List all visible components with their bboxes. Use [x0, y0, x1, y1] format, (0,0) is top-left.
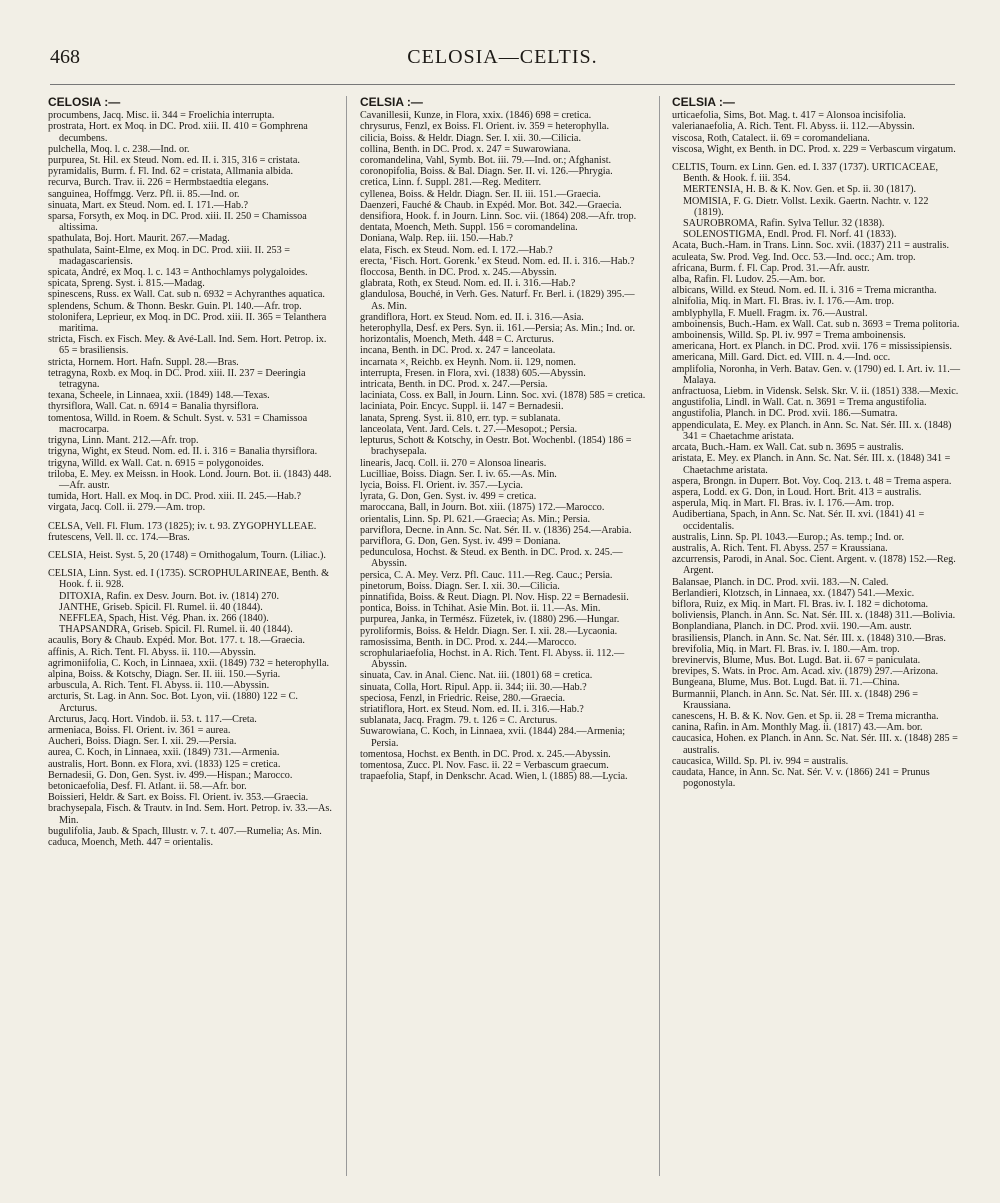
index-entry: lycia, Boiss. Fl. Orient. iv. 357.—Lycia.: [360, 479, 523, 491]
index-entry: parviflora, G. Don, Gen. Syst. iv. 499 = Doniana.: [360, 535, 561, 547]
page-number: 468: [50, 46, 80, 68]
entry-list: [48, 110, 336, 848]
index-entry: pinnatifida, Boiss. & Reut. Diagn. Pl. Nov. Hisp. 22 = Bernadesii.: [360, 591, 629, 603]
index-entry: NEFFLEA, Spach, Hist. Vég. Phan. ix. 266 (1840).: [59, 612, 269, 624]
index-entry: glandulosa, Bouché, in Verh. Ges. Naturf. Fr. Berl. i. (1829) 395.—As. Min.: [360, 289, 635, 312]
index-entry: persica, C. A. Mey. Verz. Pfl. Cauc. 111.—Reg. Cauc.; Persia.: [360, 569, 613, 581]
index-entry: orientalis, Linn. Sp. Pl. 621.—Graecia; As. Min.; Persia.: [360, 513, 591, 525]
index-entry: alba, Rafin. Fl. Ludov. 25.—Am. bor.: [672, 274, 826, 286]
index-entry: densifiora, Hook. f. in Journ. Linn. Soc. vii. (1864) 208.—Afr. trop.: [360, 211, 637, 223]
index-entry: valerianaefolia, A. Rich. Tent. Fl. Abyss. ii. 112.—Abyssin.: [672, 121, 915, 133]
index-entry: CELSIA, Linn. Syst. ed. I (1735). SCROPHULARINEAE, Benth. & Hook. f. ii. 928.: [48, 568, 330, 591]
index-entry: bugulifolia, Jaub. & Spach, Illustr. v. 7. t. 407.—Rumelia; As. Min.: [48, 825, 322, 837]
index-entry: caucasica, Hohen. ex Planch. in Ann. Sc. Nat. Sér. III. x. (1848) 285 = australis.: [672, 733, 958, 756]
index-entry: thyrsiflora, Wall. Cat. n. 6914 = Banalia thyrsiflora.: [48, 401, 259, 413]
index-entry: americana, Mill. Gard. Dict. ed. VIII. n. 4.—Ind. occ.: [672, 352, 891, 364]
index-entry: interrupta, Fresen. in Flora, xvi. (1838) 605.—Abyssin.: [360, 367, 586, 379]
running-title: CELOSIA—CELTIS.: [407, 46, 598, 68]
index-entry: brevifolia, Miq. in Mart. Fl. Bras. iv. I. 180.—Am. trop.: [672, 643, 900, 655]
index-entry: armeniaca, Boiss. Fl. Orient. iv. 361 = aurea.: [48, 724, 231, 736]
index-entry: amboinensis, Willd. Sp. Pl. iv. 997 = Trema amboinensis.: [672, 330, 906, 342]
index-entry: ramosissima, Benth. in DC. Prod. x. 244.—Marocco.: [360, 636, 577, 648]
index-entry: appendiculata, E. Mey. ex Planch. in Ann. Sc. Nat. Sér. III. x. (1848) 341 = Chaetachme aristata.: [672, 419, 952, 442]
index-entry: Cavanillesii, Kunze, in Flora, xxix. (1846) 698 = cretica.: [360, 110, 592, 122]
index-entry: Arcturus, Jacq. Hort. Vindob. ii. 53. t. 117.—Creta.: [48, 713, 257, 725]
index-entry: Aucheri, Boiss. Diagn. Ser. I. xii. 29.—Persia.: [48, 736, 237, 748]
index-entry: spicata, André, ex Moq. l. c. 143 = Anthochlamys polygaloides.: [48, 267, 308, 279]
header-rule: [50, 84, 955, 85]
index-entry: sanguinea, Hoffmgg. Verz. Pfl. ii. 85.—Ind. or.: [48, 188, 240, 200]
index-entry: stricta, Fisch. ex Fisch. Mey. & Avé-Lall. Ind. Sem. Hort. Petrop. ix. 65 = brasiliensis.: [48, 334, 327, 357]
index-entry: chrysurus, Fenzl, ex Boiss. Fl. Orient. iv. 359 = heterophylla.: [360, 121, 609, 133]
column-heading: CELOSIA :—: [48, 95, 121, 109]
index-entry: albicans, Willd. ex Steud. Nom. ed. II. i. 316 = Trema micrantha.: [672, 285, 937, 297]
index-entry: sinuata, Mart. ex Steud. Nom. ed. I. 171.—Hab.?: [48, 199, 249, 211]
index-entry: THAPSANDRA, Griseb. Spicil. Fl. Rumel. ii. 40 (1844).: [59, 624, 293, 636]
index-entry: frutescens, Vell. ll. cc. 174.—Bras.: [48, 531, 190, 543]
index-entry: floccosa, Benth. in DC. Prod. x. 245.—Abyssin.: [360, 267, 557, 279]
index-entry: pyroliformis, Boiss. & Heldr. Diagn. Ser. I. xii. 28.—Lycaonia.: [360, 625, 618, 637]
index-entry: americana, Hort. ex Planch. in DC. Prod. xvii. 176 = mississipiensis.: [672, 341, 952, 353]
index-entry: Doniana, Walp. Rep. iii. 150.—Hab.?: [360, 233, 513, 245]
index-entry: spinescens, Russ. ex Wall. Cat. sub n. 6932 = Achyranthes aquatica.: [48, 289, 325, 301]
index-entry: CELTIS, Tourn. ex Linn. Gen. ed. I. 337 (1737). URTICACEAE, Benth. & Hook. f. iii. 354.: [672, 162, 939, 185]
index-entry: MOMISIA, F. G. Dietr. Vollst. Lexik. Gaertn. Nachtr. v. 122 (1819).: [683, 195, 929, 218]
index-entry: tomentosa, Hochst. ex Benth. in DC. Prod. x. 245.—Abyssin.: [360, 748, 611, 760]
index-entry: incarnata ×, Reichb. ex Heynh. Nom. ii. 129, nomen.: [360, 356, 576, 368]
index-entry: CELSIA, Heist. Syst. 5, 20 (1748) = Ornithogalum, Tourn. (Liliac.).: [48, 549, 326, 561]
index-entry: arcturis, St. Lag. in Ann. Soc. Bot. Lyon, vii. (1880) 122 = C. Arcturus.: [48, 691, 298, 714]
index-entry: affinis, A. Rich. Tent. Fl. Abyss. ii. 110.—Abyssin.: [48, 646, 256, 658]
column-1: [48, 96, 336, 848]
index-entry: spathulata, Saint-Elme, ex Moq. in DC. Prod. xiii. II. 253 = madagascariensis.: [48, 244, 291, 267]
index-entry: cretica, Linn. f. Suppl. 281.—Reg. Mediterr.: [360, 177, 542, 189]
index-entry: sublanata, Jacq. Fragm. 79. t. 126 = C. Arcturus.: [360, 715, 558, 727]
index-entry: parviflora, Decne. in Ann. Sc. Nat. Sér. II. v. (1836) 254.—Arabia.: [360, 524, 632, 536]
index-entry: biflora, Ruiz, ex Miq. in Mart. Fl. Bras. iv. I. 182 = dichotoma.: [672, 598, 929, 610]
index-entry: caucasica, Willd. Sp. Pl. iv. 994 = australis.: [672, 755, 849, 767]
index-entry: aculeata, Sw. Prod. Veg. Ind. Occ. 53.—Ind. occ.; Am. trop.: [672, 251, 916, 263]
index-entry: scrophulariaefolia, Hochst. in A. Rich. Tent. Fl. Abyss. ii. 112.—Abyssin.: [360, 647, 625, 671]
index-entry: grandiflora, Hort. ex Steud. Nom. ed. II. i. 316.—Asia.: [360, 311, 584, 323]
entry-list: [672, 110, 960, 789]
index-entry: lyrata, G. Don, Gen. Syst. iv. 499 = cretica.: [360, 491, 537, 503]
index-entry: Bungeana, Blume, Mus. Bot. Lugd. Bat. ii. 71.—China.: [672, 677, 900, 689]
index-entry: arbuscula, A. Rich. Tent. Fl. Abyss. ii. 110.—Abyssin.: [48, 680, 270, 692]
index-entry: pyramidalis, Burm. f. Fl. Ind. 62 = cristata, Allmania albida.: [48, 166, 294, 178]
index-entry: maroccana, Ball, in Journ. Bot. xiii. (1875) 172.—Marocco.: [360, 502, 605, 514]
index-entry: viscosa, Wight, ex Benth. in DC. Prod. x. 229 = Verbascum virgatum.: [672, 143, 956, 155]
index-entry: boliviensis, Planch. in Ann. Sc. Nat. Sér. III. x. (1848) 311.—Bolivia.: [672, 610, 956, 622]
index-entry: betonicaefolia, Desf. Fl. Atlant. ii. 58.—Afr. bor.: [48, 780, 247, 792]
index-entry: heterophylla, Desf. ex Pers. Syn. ii. 161.—Persia; As. Min.; Ind. or.: [360, 323, 636, 335]
index-entry: Bernadesii, G. Don, Gen. Syst. iv. 499.—Hispan.; Marocco.: [48, 769, 293, 781]
index-entry: SOLENOSTIGMA, Endl. Prod. Fl. Norf. 41 (1833).: [683, 229, 897, 241]
index-entry: aristata, E. Mey. ex Planch. in Ann. Sc. Nat. Sér. III. x. (1848) 341 = Chaetachme aristata.: [672, 453, 951, 476]
index-entry: Suwarowiana, C. Koch, in Linnaea, xvii. (1844) 284.—Armenia; Persia.: [360, 726, 626, 749]
index-entry: asperula, Miq. in Mart. Fl. Bras. iv. I. 176.—Am. trop.: [672, 498, 895, 510]
index-entry: splendens, Schum. & Thonn. Beskr. Guin. Pl. 140.—Afr. trop.: [48, 300, 302, 312]
index-entry: amblyphylla, F. Muell. Fragm. ix. 76.—Austral.: [672, 307, 868, 319]
index-entry: stricta, Hornem. Hort. Hafn. Suppl. 28.—Bras.: [48, 356, 239, 368]
index-entry: trapaefolia, Stapf, in Denkschr. Acad. Wien, l. (1885) 88.—Lycia.: [360, 771, 628, 783]
index-entry: canina, Rafin. in Am. Monthly Mag. ii. (1817) 43.—Am. bor.: [672, 722, 923, 734]
index-entry: sparsa, Forsyth, ex Moq. in DC. Prod. xiii. II. 250 = Chamissoa altissima.: [48, 211, 307, 234]
index-entry: prostrata, Hort. ex Moq. in DC. Prod. xiii. II. 410 = Gomphrena decumbens.: [48, 121, 308, 144]
index-entry: tomentosa, Zucc. Pl. Nov. Fasc. ii. 22 = Verbascum graecum.: [360, 759, 609, 771]
index-entry: coronopifolia, Boiss. & Bal. Diagn. Ser. II. vi. 126.—Phrygia.: [360, 166, 613, 178]
index-entry: Acata, Buch.-Ham. in Trans. Linn. Soc. xvii. (1837) 211 = australis.: [672, 240, 950, 252]
index-entry: Burmannii, Planch. in Ann. Sc. Nat. Sér. III. x. (1848) 296 = Kraussiana.: [672, 688, 918, 711]
index-entry: brasiliensis, Planch. in Ann. Sc. Nat. Sér. III. x. (1848) 310.—Bras.: [672, 632, 946, 644]
index-entry: elata, Fisch. ex Steud. Nom. ed. I. 172.—Hab.?: [360, 244, 553, 256]
index-entry: cilicia, Boiss. & Heldr. Diagn. Ser. I. xii. 30.—Cilicia.: [360, 132, 581, 144]
index-entry: brevipes, S. Wats. in Proc. Am. Acad. xiv. (1879) 297.—Arizona.: [672, 666, 938, 678]
index-entry: agrimoniifolia, C. Koch, in Linnaea, xxii. (1849) 732 = heterophylla.: [48, 657, 330, 669]
index-entry: DITOXIA, Rafin. ex Desv. Journ. Bot. iv. (1814) 270.: [59, 590, 280, 602]
index-entry: laciniata, Coss. ex Ball, in Journ. Linn. Soc. xvi. (1878) 585 = cretica.: [360, 390, 646, 402]
index-entry: intricata, Benth. in DC. Prod. x. 247.—Persia.: [360, 379, 548, 391]
index-entry: caduca, Moench, Meth. 447 = orientalis.: [48, 837, 214, 848]
index-entry: pulchella, Moq. l. c. 238.—Ind. or.: [48, 143, 190, 155]
index-entry: amboinensis, Buch.-Ham. ex Wall. Cat. sub n. 3693 = Trema politoria.: [672, 318, 960, 330]
index-entry: texana, Scheele, in Linnaea, xxii. (1849) 148.—Texas.: [48, 390, 270, 402]
index-entry: canescens, H. B. & K. Nov. Gen. et Sp. ii. 28 = Trema micrantha.: [672, 710, 939, 722]
column-divider: [659, 96, 660, 1176]
index-entry: aspera, Brongn. in Duperr. Bot. Voy. Coq. 213. t. 48 = Trema aspera.: [672, 475, 952, 487]
index-entry: urticaefolia, Sims, Bot. Mag. t. 417 = Alonsoa incisifolia.: [672, 110, 906, 122]
index-entry: trigyna, Wight, ex Steud. Nom. ed. II. i. 316 = Banalia thyrsiflora.: [48, 446, 318, 458]
index-entry: azcurrensis, Parodi, in Anal. Soc. Cient. Argent. v. (1878) 152.—Reg. Argent.: [672, 554, 956, 577]
index-entry: Lucilliae, Boiss. Diagn. Ser. I. iv. 65.—As. Min.: [360, 468, 557, 480]
index-entry: trigyna, Linn. Mant. 212.—Afr. trop.: [48, 435, 199, 447]
index-entry: Audibertiana, Spach, in Ann. Sc. Nat. Sér. II. xvi. (1841) 41 = occidentalis.: [672, 509, 925, 532]
index-entry: SAUROBROMA, Rafin. Sylva Tellur. 32 (1838).: [683, 218, 885, 230]
index-entry: alpina, Boiss. & Kotschy, Diagn. Ser. II. iii. 150.—Syria.: [48, 668, 281, 680]
index-entry: Daenzeri, Fauché & Chaub. in Expéd. Mor. Bot. 342.—Graecia.: [360, 199, 622, 211]
index-entry: viscosa, Roth, Catalect. ii. 69 = coromandeliana.: [672, 132, 870, 144]
index-entry: australis, Hort. Bonn. ex Flora, xvi. (1833) 125 = cretica.: [48, 758, 281, 770]
index-entry: Balansae, Planch. in DC. Prod. xvii. 183.—N. Caled.: [672, 576, 889, 588]
index-entry: stolonifera, Leprieur, ex Moq. in DC. Prod. xiii. II. 365 = Telanthera maritima.: [48, 311, 327, 335]
index-entry: brachysepala, Fisch. & Trautv. in Ind. Sem. Hort. Petrop. iv. 33.—As. Min.: [48, 803, 332, 826]
column-divider: [346, 96, 347, 1176]
index-entry: pontica, Boiss. in Tchihat. Asie Min. Bot. ii. 11.—As. Min.: [360, 603, 601, 615]
index-entry: tetragyna, Roxb. ex Moq. in DC. Prod. xiii. II. 237 = Deeringia tetragyna.: [48, 367, 306, 391]
index-entry: spathulata, Boj. Hort. Maurit. 267.—Madag.: [48, 233, 230, 245]
index-entry: recurva, Burch. Trav. ii. 226 = Hermbstaedtia elegans.: [48, 177, 269, 189]
index-entry: aurea, C. Koch, in Linnaea, xxii. (1849) 731.—Armenia.: [48, 747, 280, 759]
index-entry: lanceolata, Vent. Jard. Cels. t. 27.—Mesopot.; Persia.: [360, 423, 578, 435]
page-header: [50, 46, 955, 72]
index-entry: incana, Benth. in DC. Prod. x. 247 = lanceolata.: [360, 345, 556, 357]
index-entry: africana, Burm. f. Fl. Cap. Prod. 31.—Afr. austr.: [672, 262, 870, 274]
index-entry: australis, Linn. Sp. Pl. 1043.—Europ.; As. temp.; Ind. or.: [672, 531, 905, 543]
index-entry: triloba, E. Mey. ex Meissn. in Hook. Lond. Journ. Bot. ii. (1843) 448.—Afr. austr.: [48, 468, 332, 491]
index-entry: tumida, Hort. Hall. ex Moq. in DC. Prod. xiii. II. 245.—Hab.?: [48, 491, 301, 503]
index-entry: pinetorum, Boiss. Diagn. Ser. I. xii. 30.—Cilicia.: [360, 580, 560, 592]
index-entry: dentata, Moench, Meth. Suppl. 156 = coromandelina.: [360, 222, 578, 234]
index-entry: angustifolia, Planch. in DC. Prod. xvii. 186.—Sumatra.: [672, 408, 898, 420]
column-heading: CELSIA :—: [360, 95, 423, 109]
index-entry: amplifolia, Noronha, in Verh. Batav. Gen. v. (1790) ed. I. Art. iv. 11.—Malaya.: [672, 363, 961, 386]
index-entry: erecta, ‘Fisch. Hort. Gorenk.’ ex Steud. Nom. ed. II. i. 316.—Hab.?: [360, 255, 635, 267]
index-entry: lanata, Spreng. Syst. ii. 810, err. typ. = sublanata.: [360, 412, 561, 424]
index-entry: Boissieri, Heldr. & Sart. ex Boiss. Fl. Orient. iv. 353.—Graecia.: [48, 792, 309, 804]
index-entry: striatiflora, Hort. ex Steud. Nom. ed. II. i. 316.—Hab.?: [360, 703, 584, 715]
index-entry: laciniata, Poir. Encyc. Suppl. ii. 147 = Bernadesii.: [360, 401, 564, 413]
index-entry: virgata, Jacq. Coll. ii. 279.—Am. trop.: [48, 502, 206, 514]
column-3: [672, 96, 960, 789]
index-entry: trigyna, Willd. ex Wall. Cat. n. 6915 = polygonoides.: [48, 457, 264, 469]
index-entry: JANTHE, Griseb. Spicil. Fl. Rumel. ii. 40 (1844).: [59, 601, 263, 613]
index-entry: sinuata, Colla, Hort. Ripul. App. ii. 344; iii. 30.—Hab.?: [360, 681, 587, 693]
index-entry: brevinervis, Blume, Mus. Bot. Lugd. Bat. ii. 67 = paniculata.: [672, 654, 921, 666]
index-entry: coromandelina, Vahl, Symb. Bot. iii. 79.—Ind. or.; Afghanist.: [360, 155, 612, 167]
index-entry: Bonplandiana, Planch. in DC. Prod. xvii. 190.—Am. austr.: [672, 621, 912, 633]
index-entry: pedunculosa, Hochst. & Steud. ex Benth. in DC. Prod. x. 245.—Abyssin.: [360, 547, 623, 570]
index-entry: glabrata, Roth, ex Steud. Nom. ed. II. i. 316.—Hab.?: [360, 278, 576, 290]
index-entry: cyllenea, Boiss. & Heldr. Diagn. Ser. II. iii. 151.—Graecia.: [360, 188, 601, 200]
index-entry: caudata, Hance, in Ann. Sc. Nat. Sér. V. v. (1866) 241 = Prunus pogonostyla.: [672, 766, 930, 790]
index-entry: procumbens, Jacq. Misc. ii. 344 = Froelichia interrupta.: [48, 110, 275, 122]
index-entry: angustifolia, Lindl. in Wall. Cat. n. 3691 = Trema angustifolia.: [672, 397, 927, 409]
column-2: [360, 96, 648, 782]
entry-list: [360, 110, 648, 782]
index-entry: aspera, Lodd. ex G. Don, in Loud. Hort. Brit. 413 = australis.: [672, 486, 922, 498]
index-entry: Berlandieri, Klotzsch, in Linnaea, xx. (1847) 541.—Mexic.: [672, 587, 915, 599]
index-entry: tomentosa, Willd. in Roem. & Schult. Syst. v. 531 = Chamissoa macrocarpa.: [48, 412, 308, 435]
index-entry: purpurea, Janka, in Termész. Füzetek, iv. (1880) 296.—Hungar.: [360, 614, 620, 626]
index-entry: linearis, Jacq. Coll. ii. 270 = Alonsoa linearis.: [360, 457, 547, 469]
index-entry: arcata, Buch.-Ham. ex Wall. Cat. sub n. 3695 = australis.: [672, 442, 904, 454]
index-entry: speciosa, Fenzl, in Friedric. Reise, 280.—Graecia.: [360, 692, 566, 704]
index-entry: alnifolia, Miq. in Mart. Fl. Bras. iv. I. 176.—Am. trop.: [672, 296, 895, 308]
index-entry: lepturus, Schott & Kotschy, in Oestr. Bot. Wochenbl. (1854) 186 = brachysepala.: [360, 435, 632, 458]
index-entry: acaulis, Bory & Chaub. Expéd. Mor. Bot. 177. t. 18.—Graecia.: [48, 635, 305, 647]
index-entry: collina, Benth. in DC. Prod. x. 247 = Suwarowiana.: [360, 143, 571, 155]
index-entry: australis, A. Rich. Tent. Fl. Abyss. 257 = Kraussiana.: [672, 542, 888, 554]
column-heading: CELSIA :—: [672, 95, 735, 109]
index-entry: CELSA, Vell. Fl. Flum. 173 (1825); iv. t. 93. ZYGOPHYLLEAE.: [48, 520, 317, 532]
index-entry: MERTENSIA, H. B. & K. Nov. Gen. et Sp. ii. 30 (1817).: [683, 184, 917, 196]
index-entry: spicata, Spreng. Syst. i. 815.—Madag.: [48, 278, 205, 290]
index-entry: anfractuosa, Liebm. in Vidensk. Selsk. Skr. V. ii. (1851) 338.—Mexic.: [672, 386, 959, 398]
index-entry: purpurea, St. Hil. ex Steud. Nom. ed. II. i. 315, 316 = cristata.: [48, 155, 300, 167]
index-entry: horizontalis, Moench, Meth. 448 = C. Arcturus.: [360, 334, 554, 346]
index-entry: sinuata, Cav. in Anal. Cienc. Nat. iii. (1801) 68 = cretica.: [360, 670, 593, 682]
